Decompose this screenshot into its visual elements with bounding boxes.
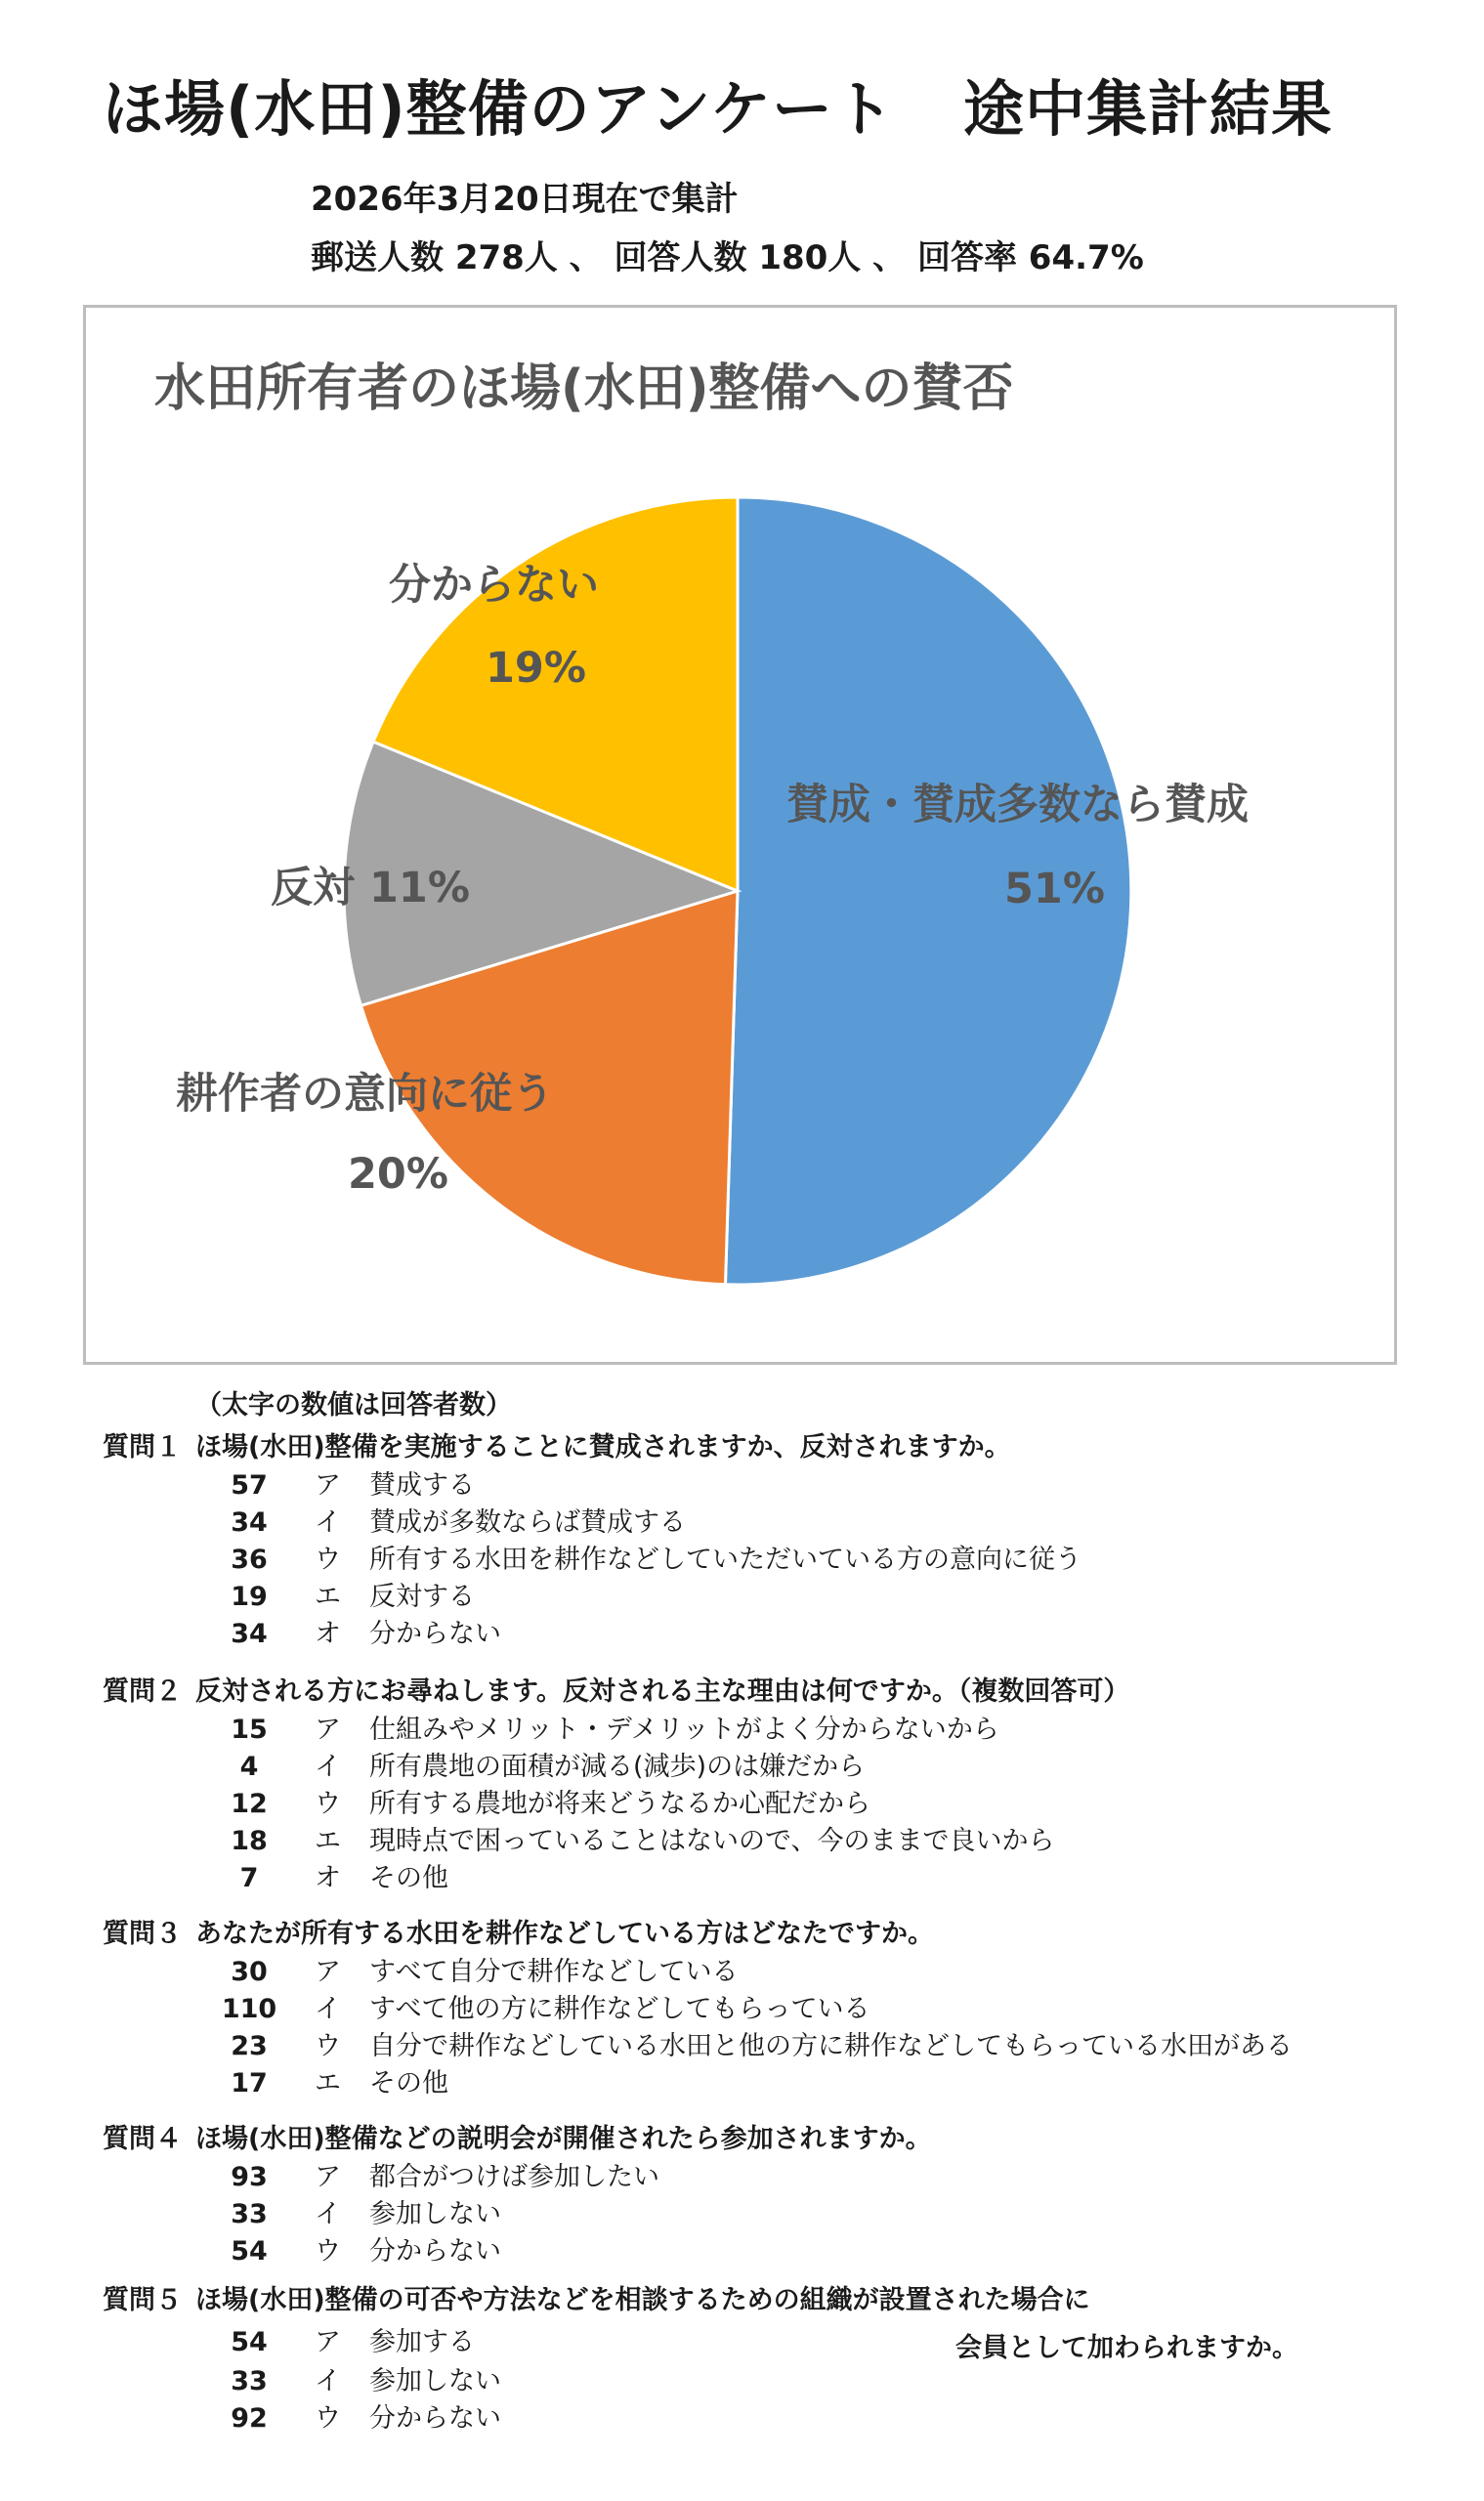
answer-text: 分からない: [369, 2236, 501, 2267]
question-number: 質問５: [103, 2285, 182, 2315]
answer-text: 賛成する: [369, 1470, 475, 1501]
question-2: [103, 1673, 1451, 1897]
answer-count: 23: [231, 2031, 268, 2061]
answer-row: [103, 1823, 1451, 1860]
answer-text: 分からない: [369, 2403, 501, 2434]
answer-row: [103, 1749, 1451, 1786]
answer-count: 54: [231, 2236, 268, 2267]
pie-label-oppose-name: 反対: [271, 864, 355, 912]
question-number: 質問１: [103, 1432, 182, 1462]
question-1: [103, 1428, 1451, 1653]
answer-option: エ: [315, 1826, 341, 1856]
answer-count: 19: [231, 1582, 268, 1612]
question-text: あなたが所有する水田を耕作などしている方はどなたですか。: [195, 1919, 934, 1949]
answer-option: ア: [315, 2327, 341, 2357]
answer-option: イ: [315, 1994, 341, 2024]
answer-count: 36: [231, 1545, 268, 1575]
answer-count: 30: [231, 1957, 268, 1987]
title-main: ほ場(水田)整備のアンケート: [103, 73, 895, 145]
answer-row: [103, 2363, 1451, 2400]
question-text: ほ場(水田)整備の可否や方法などを相談するための組織が設置された場合に: [195, 2285, 1090, 2315]
pie-label-defer-value: 20%: [348, 1150, 448, 1199]
pie-label-agree: [786, 781, 1249, 829]
question-heading: [103, 1673, 1451, 1712]
pie-label-agree-name: 賛成・賛成多数なら賛成: [786, 781, 1249, 829]
answer-row: [103, 1616, 1451, 1653]
answer-row: [103, 1991, 1451, 2028]
answer-count: 110: [221, 1994, 277, 2024]
answer-text: 自分で耕作などしている水田と他の方に耕作などしてもらっている水田がある: [369, 2031, 1293, 2061]
question-number: 質問２: [103, 1676, 182, 1707]
answer-text: 参加しない: [369, 2366, 501, 2396]
answer-count: 33: [231, 2199, 268, 2229]
pie-label-agree-value: 51%: [1004, 865, 1105, 913]
answer-row: [103, 1860, 1451, 1897]
answer-text: すべて自分で耕作などしている: [369, 1957, 739, 1987]
answer-count: 17: [231, 2068, 268, 2098]
question-5-tail: 会員として加わられますか。: [955, 2333, 1298, 2363]
answer-row: [103, 1712, 1451, 1749]
pie-label-unknown-value: 19%: [486, 644, 586, 693]
answer-count: 4: [239, 1752, 259, 1782]
question-number: 質問４: [103, 2124, 182, 2154]
answer-text: その他: [369, 2068, 448, 2098]
question-4: [103, 2120, 1451, 2270]
answer-text: 仕組みやメリット・デメリットがよく分からないから: [369, 1715, 999, 1745]
question-text: 反対される方にお尋ねします。反対される主な理由は何ですか。（複数回答可）: [195, 1676, 1130, 1707]
answer-text: 現時点で困っていることはないので、今のままで良いから: [369, 1826, 1055, 1856]
answer-option: ア: [315, 1715, 341, 1745]
answer-text: 所有する水田を耕作などしていただいている方の意向に従う: [369, 1545, 1081, 1575]
answer-text: 参加しない: [369, 2199, 501, 2229]
answer-option: ウ: [315, 2031, 341, 2061]
answer-count: 34: [231, 1507, 268, 1538]
answer-count: 54: [231, 2327, 268, 2357]
answer-count: 7: [239, 1863, 259, 1893]
question-number: 質問３: [103, 1919, 182, 1949]
answer-count: 12: [231, 1789, 268, 1819]
answer-option: イ: [315, 2199, 341, 2229]
answer-row: [103, 1579, 1451, 1616]
answer-row: [103, 2159, 1451, 2196]
answer-option: イ: [315, 1752, 341, 1782]
answer-option: ウ: [315, 2403, 341, 2434]
answer-row: [103, 1467, 1451, 1505]
answer-row: [103, 2065, 1451, 2102]
answer-text: その他: [369, 1863, 448, 1893]
answer-count: 33: [231, 2366, 268, 2396]
answer-option: エ: [315, 2068, 341, 2098]
stats-line: 郵送人数 278人 、 回答人数 180人 、 回答率 64.7%: [311, 238, 1144, 277]
question-heading: [103, 1428, 1451, 1467]
answer-count: 18: [231, 1826, 268, 1856]
answer-option: エ: [315, 1582, 341, 1612]
answer-text: すべて他の方に耕作などしてもらっている: [369, 1994, 870, 2024]
answer-row: [103, 1786, 1451, 1823]
question-heading: [103, 1915, 1451, 1954]
pie-label-unknown: 分からない: [389, 561, 599, 610]
question-heading: [103, 2281, 1451, 2320]
answer-row: [103, 2400, 1451, 2437]
answer-text: 所有農地の面積が減る(減歩)のは嫌だから: [369, 1752, 866, 1782]
answer-option: ウ: [315, 1545, 341, 1575]
answer-row: [103, 2196, 1451, 2233]
pie-label-oppose-value: 11%: [368, 864, 470, 912]
question-text: ほ場(水田)整備などの説明会が開催されたら参加されますか。: [195, 2124, 932, 2154]
answer-text: 参加する: [369, 2327, 475, 2357]
answer-option: ア: [315, 1957, 341, 1987]
answer-count: 92: [231, 2403, 268, 2434]
bold-count-note: （太字の数値は回答者数）: [195, 1390, 512, 1420]
pie-label-oppose: [271, 864, 470, 912]
answer-text: 分からない: [369, 1619, 501, 1649]
answer-count: 15: [231, 1715, 268, 1745]
pie-label-defer: 耕作者の意向に従う: [176, 1070, 554, 1119]
answer-row: [103, 1542, 1451, 1579]
answer-option: イ: [315, 2366, 341, 2396]
answer-row: [103, 1505, 1451, 1542]
question-heading: [103, 2120, 1451, 2159]
answer-row: [103, 2028, 1451, 2065]
answer-count: 34: [231, 1619, 268, 1649]
answer-count: 57: [231, 1470, 268, 1501]
question-3: [103, 1915, 1451, 2102]
answer-option: ウ: [315, 2236, 341, 2267]
answer-option: オ: [315, 1863, 341, 1893]
answer-text: 賛成が多数ならば賛成する: [369, 1507, 686, 1538]
title-sub: 途中集計結果: [962, 73, 1333, 145]
answer-text: 所有する農地が将来どうなるか心配だから: [369, 1789, 870, 1819]
answer-row: [103, 2233, 1451, 2270]
answer-option: ア: [315, 2162, 341, 2192]
answer-text: 反対する: [369, 1582, 475, 1612]
answer-option: イ: [315, 1507, 341, 1538]
answer-row: [103, 1954, 1451, 1991]
answer-option: ア: [315, 1470, 341, 1501]
date-line: 2026年3月20日現在で集計: [311, 180, 739, 219]
answer-text: 都合がつけば参加したい: [369, 2162, 659, 2192]
chart-title: 水田所有者のほ場(水田)整備への賛否: [154, 360, 1014, 418]
answer-count: 93: [231, 2162, 268, 2192]
answer-option: オ: [315, 1619, 341, 1649]
answer-option: ウ: [315, 1789, 341, 1819]
question-text: ほ場(水田)整備を実施することに賛成されますか、反対されますか。: [195, 1432, 1011, 1462]
